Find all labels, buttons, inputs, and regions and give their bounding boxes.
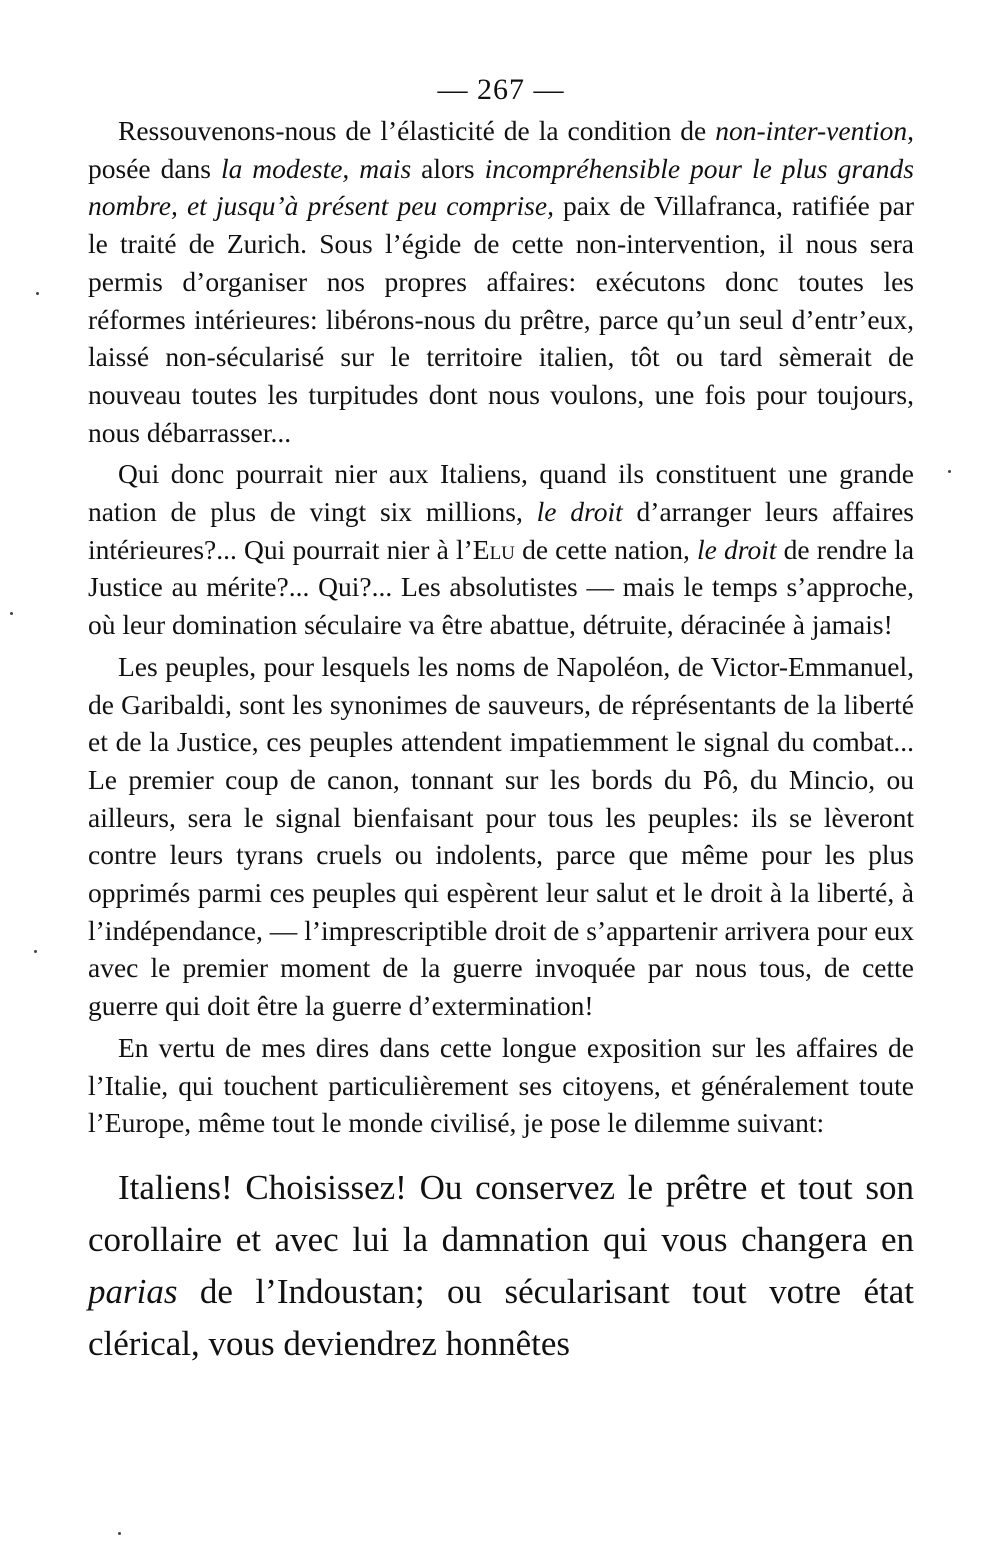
scan-speck	[118, 1532, 121, 1535]
text-segment: Ressouvenons-nous de l’élasticité de la condition de	[118, 115, 716, 146]
final-paragraph	[88, 1162, 914, 1370]
italic-segment: le droit	[536, 496, 623, 528]
paragraph-1	[88, 112, 914, 451]
scan-speck	[36, 292, 39, 295]
text-segment: de cette nation,	[514, 533, 698, 565]
scan-speck	[10, 612, 13, 615]
smallcaps-segment: Elu	[472, 533, 515, 565]
scan-speck	[34, 950, 37, 953]
paragraph-4	[88, 1029, 914, 1142]
book-page	[88, 70, 914, 1405]
italic-segment: la modeste, mais	[220, 152, 412, 184]
page-number: — 267 —	[437, 73, 565, 106]
text-segment: alors	[411, 152, 485, 184]
paragraph-2	[88, 455, 914, 644]
text-segment: Les peuples, pour lesquels les noms de Napoléon, de Victor-Emmanuel, de Garibaldi, sont les synonimes de sauveurs, de réprésentants de la liberté et de la Justice, ces peuples attendent impatiemment le signal du combat... Le premier coup de canon, tonnant sur les bords du Pô, du Mincio, ou ailleurs, sera le signal bienfaisant pour tous les peuples: ils se lèveront contre leurs tyrans cruels ou indolents, parce que même pour les plus opprimés parmi ces peuples qui espèrent leur salut et le droit à la liberté, à l’indépendance, — l’imprescriptible droit de s’appartenir arrivera pour eux avec le premier moment de la guerre invoquée par nous tous, de cette guerre qui doit être la guerre d’extermination!	[88, 650, 914, 1022]
text-segment: paix de Villafranca, ratifiée par le traité de Zurich. Sous l’égide de cette non-intervention, il nous sera permis d’organiser nos propres affaires: exécutons donc toutes les réformes intérieures: libérons-nous du prêtre, parce qu’un seul d’entr’eux, laissé non-sécularisé sur le territoire italien, tôt ou tard sèmerait de nouveau toutes les turpitudes dont nous voulons, une fois pour toujours, nous débarrasser...	[88, 190, 914, 448]
text-segment: d’arranger leurs affaires intérieures?... Qui pourrait nier à l’	[88, 496, 915, 565]
italic-segment: le droit	[697, 533, 777, 565]
text-segment: Italiens! Choisissez! Ou conservez le prêtre et tout son corollaire et avec lui la damnation qui vous changera en	[88, 1167, 914, 1259]
paragraph-3	[88, 648, 914, 1025]
text-segment: de rendre la Justice au mérite?... Qui?... Les absolutistes — mais le temps s’approche, où leur domination séculaire va être abattue, détruite, déracinée à jamais!	[88, 533, 915, 641]
italic-segment: non-inter-vention,	[715, 115, 914, 146]
italic-segment: incompréhensible pour le plus grands nombre, et jusqu’à présent peu comprise,	[88, 152, 914, 222]
scan-speck	[948, 470, 951, 473]
italic-segment: parias	[88, 1271, 178, 1311]
text-segment: de l’Indoustan; ou sécularisant tout votre état clérical, vous deviendrez honnêtes	[88, 1271, 914, 1363]
text-segment: En vertu de mes dires dans cette longue exposition sur les affaires de l’Italie, qui touchent particulièrement ses citoyens, et généralement toute l’Europe, même tout le monde civilisé, je pose le dilemme suivant:	[88, 1031, 914, 1139]
text-segment: Qui donc pourrait nier aux Italiens, quand ils constituent une grande nation de plus de vingt six millions,	[88, 458, 914, 528]
text-segment: posée dans	[88, 152, 221, 184]
